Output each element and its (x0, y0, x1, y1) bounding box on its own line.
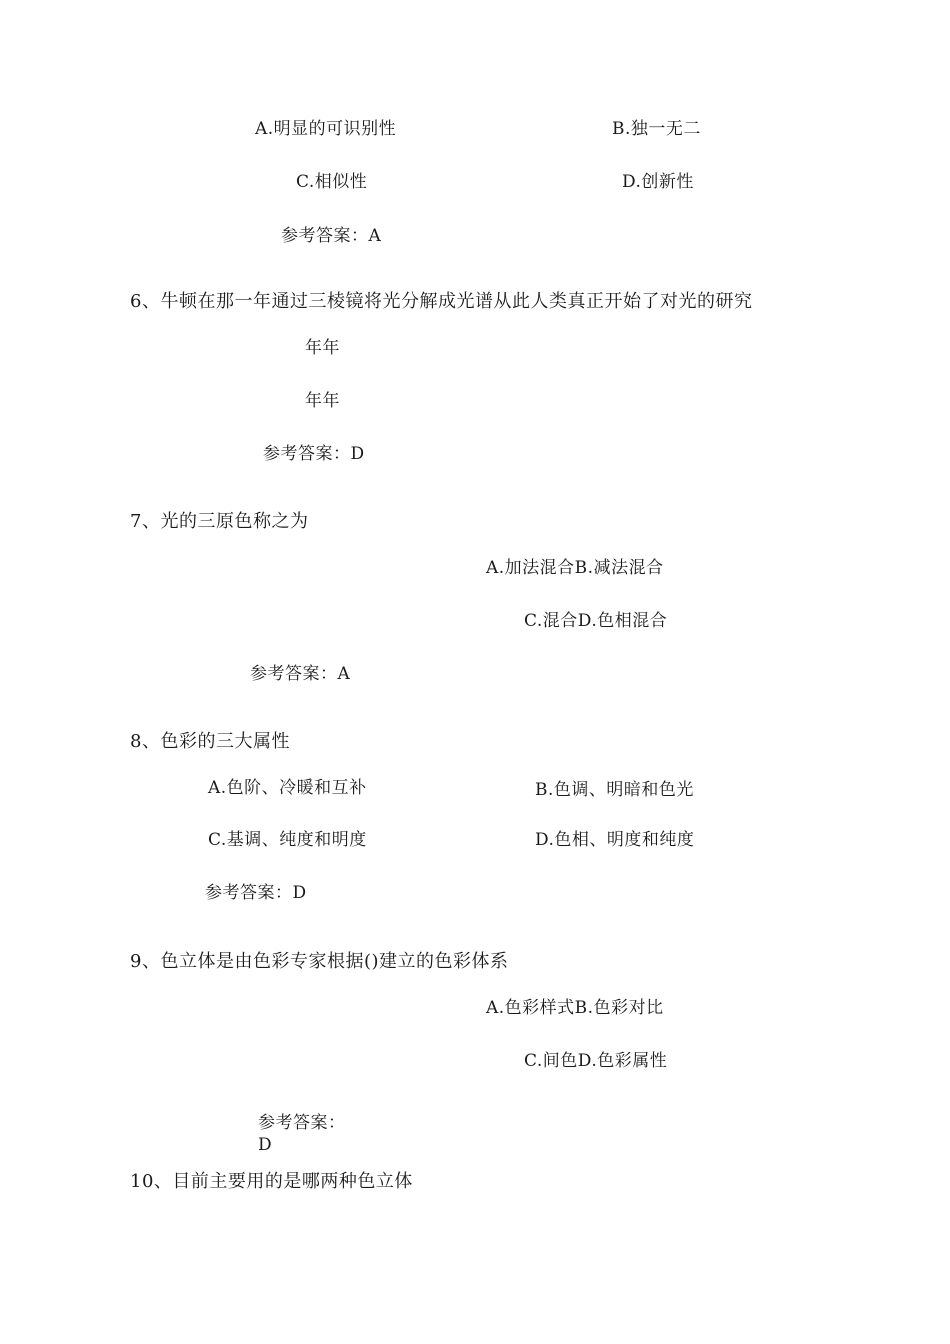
q8-option-c: C.基调、纯度和明度 (208, 830, 367, 850)
q6-question: 6、牛顿在那一年通过三棱镜将光分解成光谱从此人类真正开始了对光的研究 (130, 291, 753, 312)
q5-option-c: C.相似性 (296, 172, 368, 192)
q5-option-d: D.创新性 (622, 172, 694, 192)
q8-option-a: A.色阶、冷暖和互补 (208, 778, 367, 798)
q5-option-a: A.明显的可识别性 (255, 119, 397, 139)
q5-option-b: B.独一无二 (612, 119, 701, 139)
q9-question: 9、色立体是由色彩专家根据()建立的色彩体系 (130, 951, 509, 972)
q9-options-line-2: C.间色D.色彩属性 (524, 1051, 668, 1071)
q7-options-line-2: C.混合D.色相混合 (524, 611, 668, 631)
q6-answer: 参考答案：D (263, 444, 365, 464)
q10-question: 10、目前主要用的是哪两种色立体 (130, 1171, 413, 1192)
q6-option-line-1: 年年 (305, 338, 340, 358)
q8-answer: 参考答案：D (205, 883, 307, 903)
q7-answer: 参考答案：A (250, 664, 351, 684)
q6-option-line-2: 年年 (305, 391, 340, 411)
q5-answer: 参考答案：A (281, 226, 382, 246)
q8-option-d: D.色相、明度和纯度 (535, 830, 695, 850)
q9-options-line-1: A.色彩样式B.色彩对比 (486, 998, 664, 1018)
q7-question: 7、光的三原色称之为 (130, 511, 309, 532)
q9-answer-label: 参考答案： (258, 1113, 346, 1133)
q7-options-line-1: A.加法混合B.减法混合 (486, 558, 664, 578)
q8-question: 8、色彩的三大属性 (130, 731, 290, 752)
q8-option-b: B.色调、明暗和色光 (535, 780, 694, 800)
q9-answer-value: D (258, 1135, 273, 1155)
